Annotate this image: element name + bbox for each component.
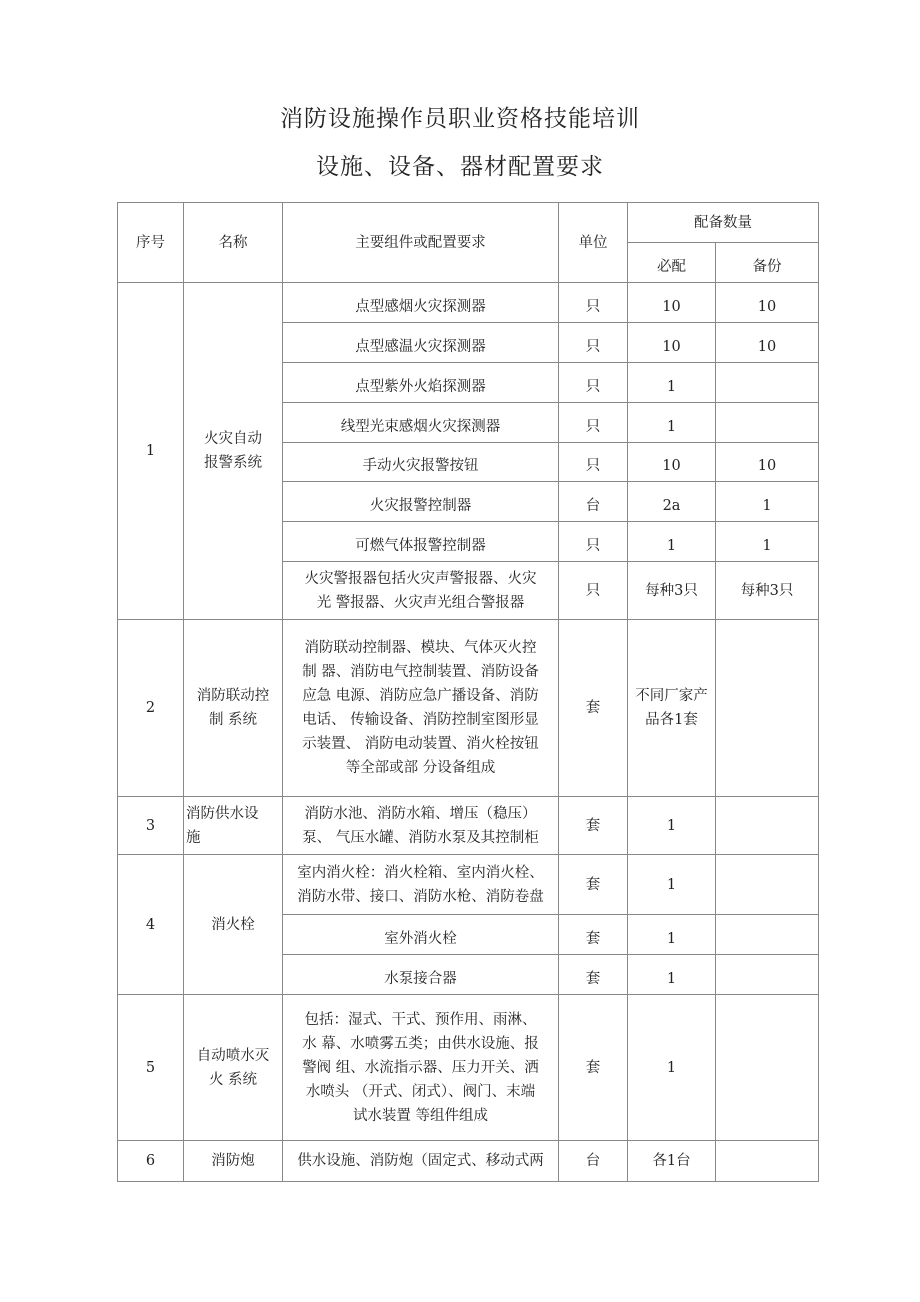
unit-cell: 套 <box>559 955 628 995</box>
required-qty-cell-line: 不同厂家产 <box>635 688 708 704</box>
spare-qty-cell: 10 <box>716 283 819 323</box>
row-name-line: 自动喷水灭 <box>196 1047 270 1064</box>
requirement-cell <box>283 955 559 995</box>
spare-qty-cell: 10 <box>716 443 819 482</box>
required-qty-cell: 1 <box>628 855 716 915</box>
unit-cell: 台 <box>559 482 628 522</box>
requirement-cell-line: 点型感温火灾探测器 <box>355 338 486 355</box>
spare-qty-cell <box>716 955 819 995</box>
required-qty-cell: 1 <box>628 915 716 955</box>
row-name-line: 制 系统 <box>208 712 258 728</box>
requirement-cell <box>283 855 559 915</box>
row-name-line: 火 系统 <box>208 1071 258 1088</box>
row-name <box>184 855 283 995</box>
unit-cell: 只 <box>559 522 628 562</box>
unit-cell: 套 <box>559 797 628 855</box>
requirement-cell-line: 水 幕、水喷雾五类；由供水设施、报 <box>302 1035 539 1052</box>
requirement-cell-line: 警阀 组、水流指示器、压力开关、洒 <box>302 1059 539 1076</box>
required-qty-cell: 10 <box>628 323 716 363</box>
spare-qty-cell: 1 <box>716 522 819 562</box>
requirement-cell <box>283 995 559 1141</box>
spare-qty-cell: 1 <box>716 482 819 522</box>
spare-qty-cell <box>716 1141 819 1182</box>
row-name-line: 施 <box>186 829 201 846</box>
table-row <box>118 855 819 915</box>
unit-cell: 台 <box>559 1141 628 1182</box>
requirement-cell-line: 制 器、消防电气控制装置、消防设备 <box>302 664 539 680</box>
requirement-cell-line: 试水装置 等组件组成 <box>352 1107 489 1124</box>
required-qty-cell: 每种3只 <box>628 562 716 620</box>
table-row <box>118 1141 819 1182</box>
requirement-cell <box>283 797 559 855</box>
required-qty-cell-line: 品各1套 <box>645 712 698 728</box>
row-name <box>184 283 283 620</box>
header-spare: 备份 <box>716 243 819 283</box>
table-row <box>118 995 819 1141</box>
required-qty-cell: 1 <box>628 797 716 855</box>
spare-qty-cell <box>716 403 819 443</box>
requirement-cell-line: 光 警报器、火灾声光组合警报器 <box>316 594 525 611</box>
requirement-cell-line: 消防水带、接口、消防水枪、消防卷盘 <box>297 888 544 905</box>
requirement-cell-line: 火灾警报器包括火灾声警报器、火灾 <box>304 570 537 587</box>
requirement-cell-line: 点型紫外火焰探测器 <box>355 378 486 395</box>
row-number: 6 <box>118 1141 184 1182</box>
unit-cell: 套 <box>559 995 628 1141</box>
requirement-cell-line: 水泵接合器 <box>384 970 457 987</box>
requirement-cell <box>283 482 559 522</box>
requirement-cell-line: 示装置、 消防电动装置、消火栓按钮 <box>302 736 539 752</box>
requirement-cell-line: 消防联动控制器、模块、气体灭火控 <box>304 640 537 656</box>
spare-qty-cell: 10 <box>716 323 819 363</box>
requirement-cell <box>283 620 559 797</box>
requirement-cell <box>283 323 559 363</box>
requirement-cell <box>283 1141 559 1182</box>
row-name-line: 消防炮 <box>211 1153 255 1169</box>
row-number: 3 <box>118 797 184 855</box>
requirement-cell <box>283 403 559 443</box>
requirement-cell-line: 应急 电源、消防应急广播设备、消防 <box>302 688 539 704</box>
requirement-cell <box>283 283 559 323</box>
table-row <box>118 620 819 797</box>
row-name-line: 消火栓 <box>211 916 255 933</box>
requirement-cell <box>283 522 559 562</box>
row-name-line: 消防联动控 <box>196 688 270 704</box>
requirement-cell-line: 可燃气体报警控制器 <box>355 537 486 554</box>
row-name <box>184 995 283 1141</box>
required-qty-cell: 1 <box>628 363 716 403</box>
requirement-cell-line: 线型光束感烟火灾探测器 <box>340 418 501 435</box>
row-name <box>184 620 283 797</box>
table-row <box>118 797 819 855</box>
header-unit: 单位 <box>559 203 628 283</box>
header-requirement: 主要组件或配置要求 <box>283 203 559 283</box>
requirement-cell-line: 电话、 传输设备、消防控制室图形显 <box>302 712 539 728</box>
row-name <box>184 797 283 855</box>
required-qty-cell: 1 <box>628 955 716 995</box>
table-row <box>118 283 819 323</box>
requirement-cell-line: 泵、 气压水罐、消防水泵及其控制柜 <box>302 829 539 846</box>
unit-cell: 只 <box>559 562 628 620</box>
required-qty-cell: 10 <box>628 443 716 482</box>
unit-cell: 套 <box>559 620 628 797</box>
requirement-cell-line: 火灾报警控制器 <box>369 497 472 514</box>
required-qty-cell <box>628 620 716 797</box>
row-name <box>184 1141 283 1182</box>
row-number: 1 <box>118 283 184 620</box>
spare-qty-cell <box>716 363 819 403</box>
requirement-cell-line: 包括：湿式、干式、预作用、雨淋、 <box>304 1011 537 1028</box>
unit-cell: 只 <box>559 403 628 443</box>
unit-cell: 只 <box>559 443 628 482</box>
table-body <box>118 283 819 1182</box>
document-subtitle: 设施、设备、器材配置要求 <box>316 154 604 180</box>
unit-cell: 只 <box>559 323 628 363</box>
row-name-line: 报警系统 <box>204 455 262 471</box>
document-title: 消防设施操作员职业资格技能培训 <box>280 106 640 132</box>
row-name-line: 火灾自动 <box>204 431 262 447</box>
unit-cell: 只 <box>559 283 628 323</box>
unit-cell: 只 <box>559 363 628 403</box>
required-qty-cell: 各1台 <box>628 1141 716 1182</box>
requirement-cell <box>283 915 559 955</box>
required-qty-cell: 1 <box>628 522 716 562</box>
row-number: 4 <box>118 855 184 995</box>
header-no: 序号 <box>118 203 184 283</box>
unit-cell: 套 <box>559 855 628 915</box>
unit-cell: 套 <box>559 915 628 955</box>
requirement-cell-line: 室内消火栓：消火栓箱、室内消火栓、 <box>297 864 544 881</box>
spare-qty-cell <box>716 855 819 915</box>
requirement-cell-line: 点型感烟火灾探测器 <box>355 298 486 315</box>
requirement-cell <box>283 363 559 403</box>
required-qty-cell: 1 <box>628 995 716 1141</box>
requirement-cell <box>283 562 559 620</box>
row-number: 2 <box>118 620 184 797</box>
equipment-table <box>117 202 819 1182</box>
requirement-cell <box>283 443 559 482</box>
spare-qty-cell <box>716 620 819 797</box>
requirement-cell-line: 手动火灾报警按钮 <box>362 458 479 474</box>
header-required: 必配 <box>628 243 716 283</box>
required-qty-cell: 1 <box>628 403 716 443</box>
required-qty-cell: 2a <box>628 482 716 522</box>
spare-qty-cell <box>716 797 819 855</box>
requirement-cell-line: 水喷头 （开式、闭式）、阀门、末端 <box>305 1083 536 1100</box>
header-name: 名称 <box>184 203 283 283</box>
spare-qty-cell: 每种3只 <box>716 562 819 620</box>
spare-qty-cell <box>716 915 819 955</box>
header-quantity: 配备数量 <box>628 203 819 243</box>
row-number: 5 <box>118 995 184 1141</box>
spare-qty-cell <box>716 995 819 1141</box>
requirement-cell-line: 等全部或部 分设备组成 <box>345 760 496 776</box>
requirement-cell-line: 供水设施、消防炮（固定式、移动式两 <box>297 1153 544 1169</box>
requirement-cell-line: 消防水池、消防水箱、增压（稳压） <box>304 805 537 822</box>
row-name-line: 消防供水设 <box>186 805 259 822</box>
requirement-cell-line: 室外消火栓 <box>384 930 457 947</box>
required-qty-cell: 10 <box>628 283 716 323</box>
